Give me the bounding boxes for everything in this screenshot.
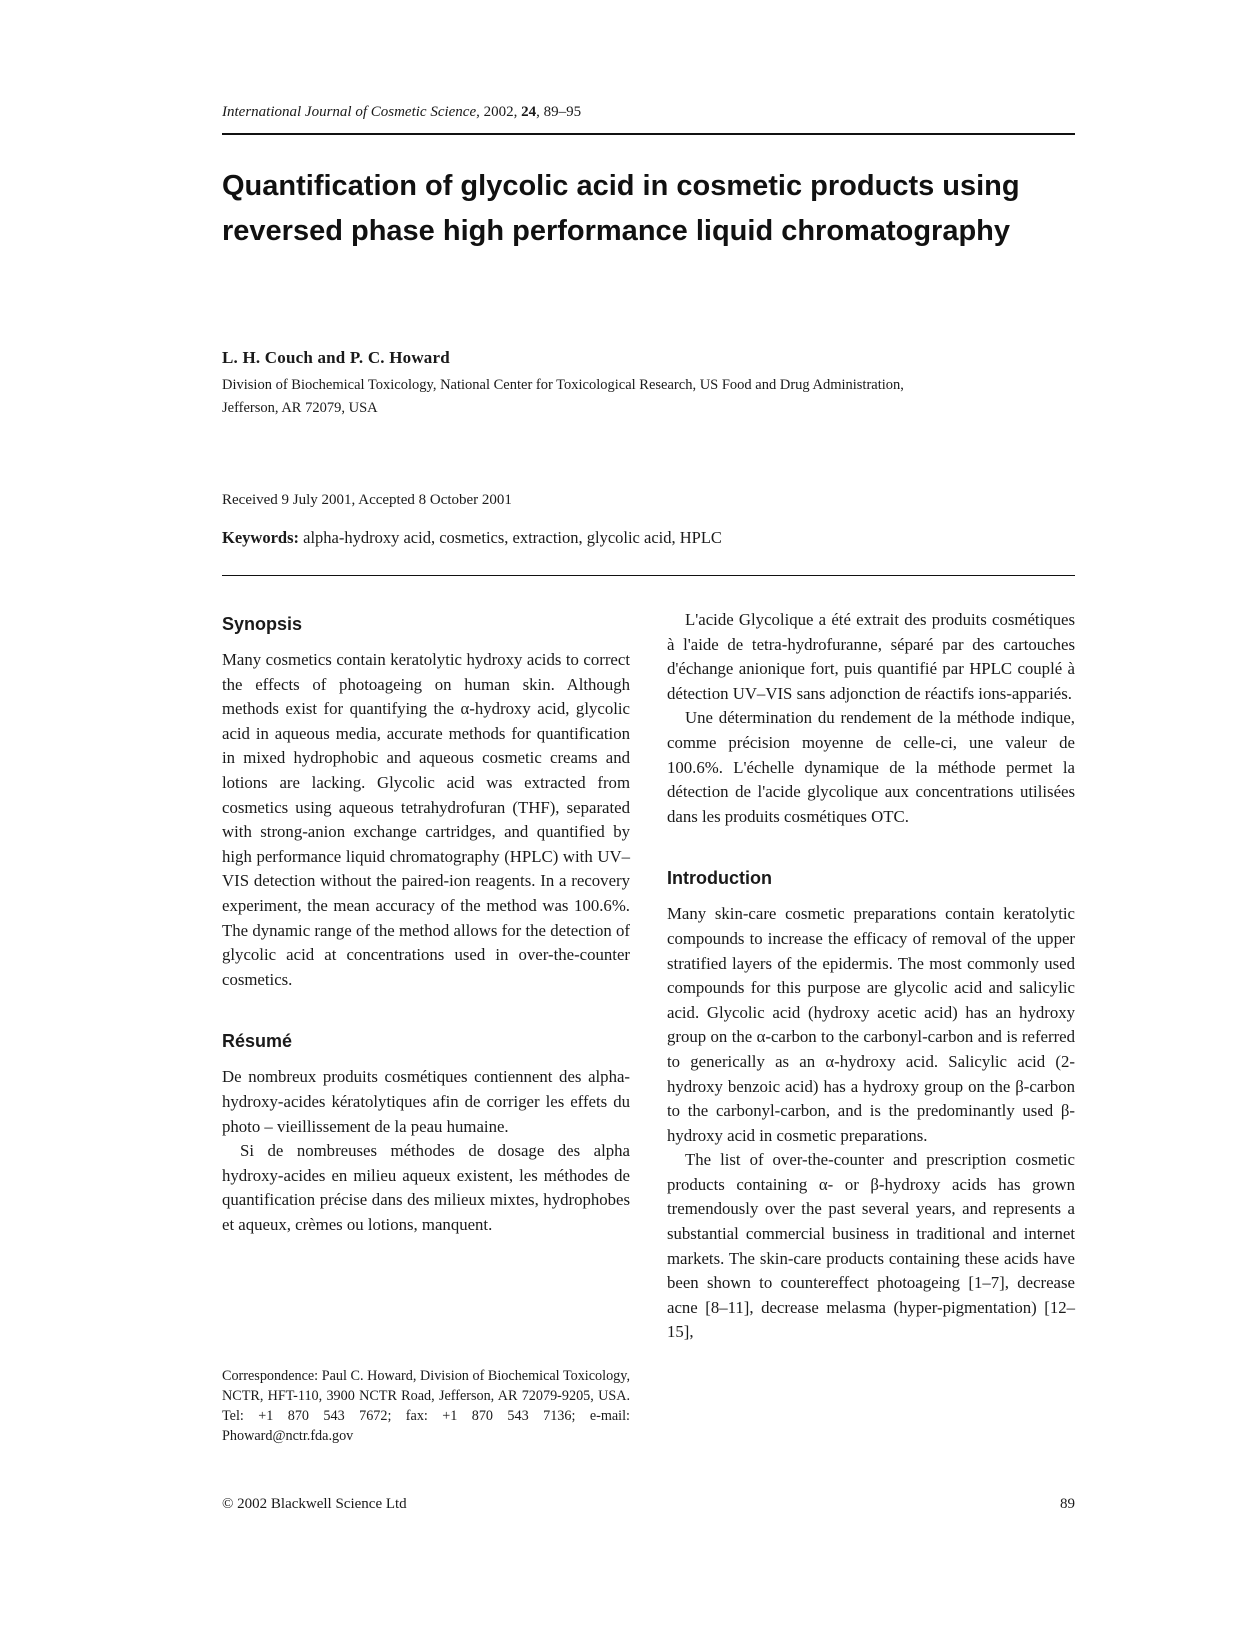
keywords-list: alpha-hydroxy acid, cosmetics, extraction, glycolic acid, HPLC <box>299 528 722 547</box>
header-rule <box>222 133 1075 135</box>
synopsis-text: Many cosmetics contain keratolytic hydroxy acids to correct the effects of photoageing on human skin. Although methods exist for quantifying the α-hydroxy acid, glycolic acid in aqueous media, accurate methods for quantification in mixed hydrophobic and aqueous cosmetic creams and lotions are lacking. Glycolic acid was extracted from cosmetics using aqueous tetrahydrofuran (THF), separated with strong-anion exchange cartridges, and quantified by high performance liquid chromatography (HPLC) with UV–VIS detection without the paired-ion reagents. In a recovery experiment, the mean accuracy of the method was 100.6%. The dynamic range of the method allows for the detection of glycolic acid at concentrations used in over-the-counter cosmetics. <box>222 650 630 989</box>
affiliation-line-2: Jefferson, AR 72079, USA <box>222 400 378 416</box>
keywords <box>222 528 722 548</box>
copyright: © 2002 Blackwell Science Ltd <box>222 1496 407 1512</box>
paper-page <box>222 0 1075 1630</box>
section-rule <box>222 575 1075 576</box>
keywords-label: Keywords: <box>222 528 299 547</box>
synopsis-heading: Synopsis <box>222 614 303 634</box>
journal-citation <box>222 104 581 121</box>
page-number: 89 <box>1060 1496 1075 1512</box>
right-column <box>667 608 1075 1345</box>
introduction-paragraph: Many skin-care cosmetic preparations contain keratolytic compounds to increase the efficacy of removal of the upper stratified layers of the epidermis. The most commonly used compounds for this purpose are glycolic acid and salicylic acid. Glycolic acid (hydroxy acetic acid) has an hydroxy group on the α-carbon to the carbonyl-carbon and is referred to generically as an α-hydroxy acid. Salicylic acid (2-hydroxy benzoic acid) has a hydroxy group on the β-carbon to the carbonyl-carbon, and is the predominantly used β-hydroxy acid in cosmetic preparations. <box>667 904 1075 1145</box>
journal-pages: , 89–95 <box>536 104 582 120</box>
received-dates: Received 9 July 2001, Accepted 8 October 2001 <box>222 492 512 508</box>
resume-paragraph: Si de nombreuses méthodes de dosage des alpha hydroxy-acides en milieu aqueux existent, les méthodes de quantification précise dans des milieux mixtes, hydrophobes et aqueux, crèmes ou lotions, manquent. <box>222 1141 630 1234</box>
journal-year: , 2002, <box>476 104 522 120</box>
resume-paragraph: De nombreux produits cosmétiques contiennent des alpha-hydroxy-acides kératolytiques afin de corriger les effets du photo – vieillissement de la peau humaine. <box>222 1067 630 1136</box>
resume-paragraph: Une détermination du rendement de la méthode indique, comme précision moyenne de celle-ci, une valeur de 100.6%. L'échelle dynamique de la méthode permet la détection de l'acide glycolique aux concentrations utilisées dans les produits cosmétiques OTC. <box>667 708 1075 826</box>
introduction-heading: Introduction <box>667 868 772 889</box>
introduction-paragraph: The list of over-the-counter and prescription cosmetic products containing α- or β-hydroxy acids has grown tremendously over the past several years, and represents a substantial commercial business in traditional and internet markets. The skin-care products containing these acids have been shown to countereffect photoageing [1–7], decrease acne [8–11], decrease melasma (hyper-pigmentation) [12–15], <box>667 1150 1075 1342</box>
journal-name: International Journal of Cosmetic Science <box>222 104 477 120</box>
left-column <box>222 612 630 1237</box>
affiliation-line-1: Division of Biochemical Toxicology, National Center for Toxicological Research, US Food and Drug Administration, <box>222 377 904 393</box>
journal-volume: 24 <box>521 104 537 120</box>
authors: L. H. Couch and P. C. Howard <box>222 348 450 367</box>
resume-heading: Résumé <box>222 1031 293 1052</box>
article-title: Quantification of glycolic acid in cosmetic products using reversed phase high performance liquid chromatography <box>222 170 1020 247</box>
correspondence-note: Correspondence: Paul C. Howard, Division of Biochemical Toxicology, NCTR, HFT-110, 3900 NCTR Road, Jefferson, AR 72079-9205, USA. Tel: +1 870 543 7672; fax: +1 870 543 7136; e-mail: Phoward@nctr.fda.gov <box>222 1368 630 1444</box>
resume-paragraph: L'acide Glycolique a été extrait des produits cosmétiques à l'aide de tetra-hydrofuranne, séparé par des cartouches d'échange anionique fort, puis quantifié par HPLC couplé à détection UV–VIS sans adjonction de réactifs ions-appariés. <box>667 610 1075 703</box>
affiliation <box>222 374 1075 420</box>
